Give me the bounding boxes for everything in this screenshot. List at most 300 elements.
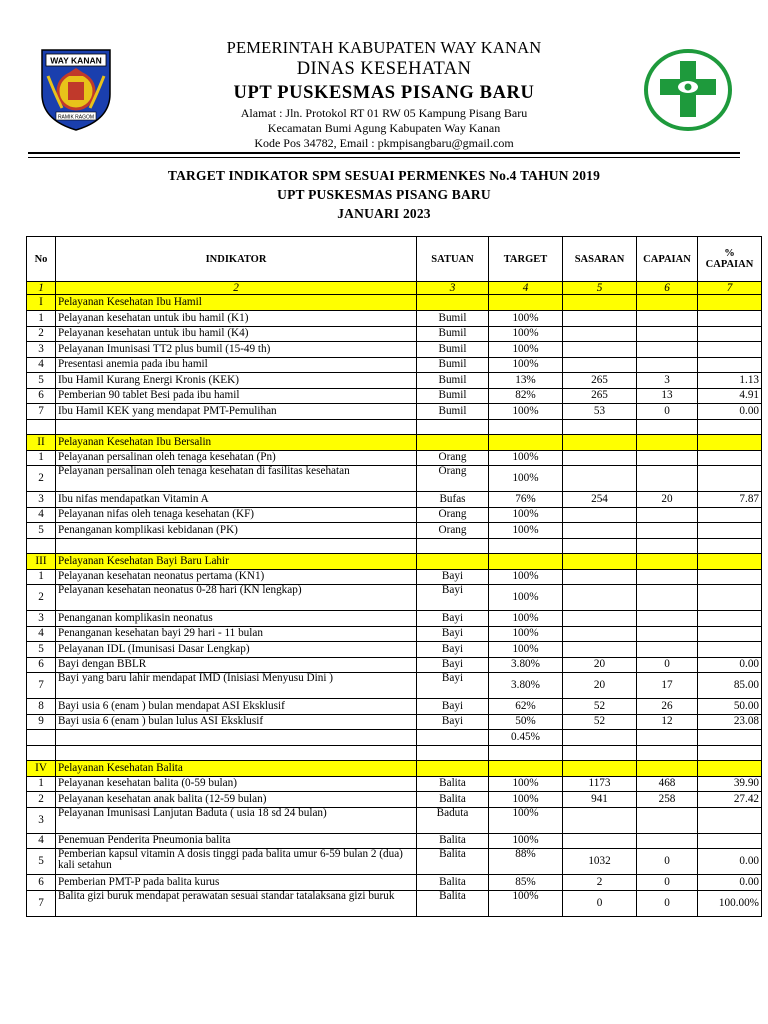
table-row [27,569,762,585]
empty-cell [698,745,762,760]
row-number: 5 [27,373,56,389]
capaian-cell: 0 [637,849,698,875]
row-number: 2 [27,326,56,342]
target-cell: 100% [489,569,563,585]
row-number: 9 [27,714,56,730]
address-line-3: Kode Pos 34782, Email : pkmpisangbaru@gmail.com [254,136,514,150]
section-empty-cell [698,553,762,569]
satuan-cell: Balita [417,792,489,808]
table-row [27,611,762,627]
pct-capaian-cell: 4.91 [698,388,762,404]
empty-cell [56,730,417,746]
emblem-title: WAY KANAN [50,55,102,66]
table-row [27,807,762,833]
capaian-cell [637,357,698,373]
table-row [27,833,762,849]
target-cell: 82% [489,388,563,404]
sasaran-cell [563,585,637,611]
target-cell: 100% [489,585,563,611]
empty-cell [698,419,762,434]
empty-cell [27,745,56,760]
satuan-cell: Bumil [417,326,489,342]
section-header-row [27,760,762,776]
section-title: Pelayanan Kesehatan Ibu Hamil [56,295,417,311]
col-header-no: No [27,237,56,282]
indicator-cell: Pelayanan kesehatan anak balita (12-59 bulan) [56,792,417,808]
target-cell: 100% [489,833,563,849]
satuan-cell: Balita [417,890,489,916]
satuan-cell: Orang [417,466,489,492]
empty-cell [417,730,489,746]
institution-name: UPT PUSKESMAS PISANG BARU [233,83,535,103]
section-empty-cell [489,553,563,569]
empty-cell [637,730,698,746]
title-line-1: TARGET INDIKATOR SPM SESUAI PERMENKES No.4 TAHUN 2019 [167,168,601,183]
pct-capaian-cell [698,833,762,849]
column-index-row [27,282,762,295]
target-cell: 76% [489,492,563,508]
section-empty-cell [417,760,489,776]
indicator-cell: Pelayanan Imunisasi Lanjutan Baduta ( usia 18 sd 24 bulan) [56,807,417,833]
table-row [27,890,762,916]
sasaran-cell: 941 [563,792,637,808]
table-row [27,699,762,715]
address-line-1: Alamat : Jln. Protokol RT 01 RW 05 Kampung Pisang Baru [240,106,528,120]
target-cell: 0.45% [489,730,563,746]
row-number: 3 [27,492,56,508]
table-row [27,404,762,420]
capaian-cell: 0 [637,404,698,420]
sasaran-cell [563,523,637,539]
pct-capaian-cell: 1.13 [698,373,762,389]
title-line-2: UPT PUSKESMAS PISANG BARU [277,187,491,202]
target-cell: 100% [489,357,563,373]
pct-capaian-cell [698,642,762,658]
table-row [27,326,762,342]
row-number: 6 [27,657,56,673]
section-empty-cell [698,295,762,311]
empty-cell [27,730,56,746]
spm-target-table [26,236,762,917]
header-rule-thin [28,157,740,158]
sasaran-cell [563,626,637,642]
target-cell: 100% [489,326,563,342]
indicator-cell: Pelayanan Imunisasi TT2 plus bumil (15-49 th) [56,342,417,358]
section-empty-cell [563,760,637,776]
empty-cell [417,745,489,760]
section-spacer-row [27,419,762,434]
pct-capaian-cell [698,466,762,492]
capaian-cell: 20 [637,492,698,508]
satuan-cell: Bumil [417,373,489,389]
sasaran-cell: 0 [563,890,637,916]
row-number: 5 [27,523,56,539]
capaian-cell [637,507,698,523]
table-body [27,295,762,917]
satuan-cell: Balita [417,875,489,891]
section-number: IV [27,760,56,776]
empty-cell [56,538,417,553]
target-cell: 100% [489,776,563,792]
section-spacer-row [27,538,762,553]
capaian-cell [637,585,698,611]
section-number: I [27,295,56,311]
sasaran-cell [563,450,637,466]
sasaran-cell [563,611,637,627]
target-cell: 100% [489,523,563,539]
section-header-row [27,553,762,569]
satuan-cell: Bayi [417,657,489,673]
target-cell: 100% [489,342,563,358]
capaian-cell: 26 [637,699,698,715]
pct-capaian-cell [698,342,762,358]
section-empty-cell [563,553,637,569]
target-cell: 85% [489,875,563,891]
pct-capaian-cell: 39.90 [698,776,762,792]
col-header-satuan: SATUAN [417,237,489,282]
table-row [27,342,762,358]
target-cell: 50% [489,714,563,730]
satuan-cell: Orang [417,507,489,523]
table-row [27,466,762,492]
empty-cell [563,419,637,434]
capaian-cell [637,450,698,466]
capaian-cell: 13 [637,388,698,404]
pct-capaian-cell: 0.00 [698,849,762,875]
indicator-cell: Pelayanan kesehatan neonatus 0-28 hari (KN lengkap) [56,585,417,611]
empty-cell [637,745,698,760]
indicator-cell: Penemuan Penderita Pneumonia balita [56,833,417,849]
indicator-cell: Balita gizi buruk mendapat perawatan sesuai standar tatalaksana gizi buruk [56,890,417,916]
indicator-cell: Ibu Hamil Kurang Energi Kronis (KEK) [56,373,417,389]
sasaran-cell [563,342,637,358]
emblem-motto: RAMIK RAGOM [57,114,95,121]
gov-name: PEMERINTAH KABUPATEN WAY KANAN [226,38,542,57]
satuan-cell: Bayi [417,714,489,730]
indicator-cell: Ibu nifas mendapatkan Vitamin A [56,492,417,508]
document-title [84,166,684,223]
target-cell: 88% [489,849,563,875]
sasaran-cell: 265 [563,373,637,389]
target-cell: 100% [489,642,563,658]
row-number: 6 [27,875,56,891]
pct-capaian-cell: 0.00 [698,657,762,673]
sasaran-cell: 53 [563,404,637,420]
table-row [27,714,762,730]
target-cell: 3.80% [489,673,563,699]
sasaran-cell: 1032 [563,849,637,875]
row-number: 1 [27,776,56,792]
section-header-row [27,434,762,450]
pct-capaian-cell [698,450,762,466]
row-number: 3 [27,611,56,627]
indicator-cell: Pelayanan kesehatan balita (0-59 bulan) [56,776,417,792]
sasaran-cell: 20 [563,673,637,699]
indicator-cell: Pemberian PMT-P pada balita kurus [56,875,417,891]
pct-capaian-cell [698,569,762,585]
capaian-cell: 12 [637,714,698,730]
table-row [27,388,762,404]
section-title: Pelayanan Kesehatan Ibu Bersalin [56,434,417,450]
satuan-cell: Balita [417,776,489,792]
table-row [27,792,762,808]
target-cell: 100% [489,404,563,420]
indicator-cell: Presentasi anemia pada ibu hamil [56,357,417,373]
pct-capaian-cell [698,326,762,342]
empty-cell [637,538,698,553]
section-empty-cell [637,760,698,776]
capaian-cell [637,466,698,492]
target-cell: 100% [489,626,563,642]
row-number: 7 [27,890,56,916]
row-number: 7 [27,673,56,699]
table-row [27,357,762,373]
target-cell: 100% [489,311,563,327]
empty-cell [489,745,563,760]
pct-capaian-cell [698,626,762,642]
satuan-cell: Bumil [417,388,489,404]
section-empty-cell [489,760,563,776]
pct-capaian-cell: 85.00 [698,673,762,699]
row-number: 2 [27,466,56,492]
capaian-cell [637,342,698,358]
target-cell: 100% [489,792,563,808]
indicator-cell: Bayi usia 6 (enam ) bulan lulus ASI Eksklusif [56,714,417,730]
sasaran-cell [563,311,637,327]
pct-capaian-cell [698,523,762,539]
capaian-cell [637,523,698,539]
row-number: 7 [27,404,56,420]
capaian-cell: 0 [637,890,698,916]
row-number: 4 [27,507,56,523]
satuan-cell: Bumil [417,404,489,420]
col-header-target: TARGET [489,237,563,282]
pct-capaian-cell: 27.42 [698,792,762,808]
sasaran-cell [563,833,637,849]
section-title: Pelayanan Kesehatan Bayi Baru Lahir [56,553,417,569]
target-cell: 100% [489,807,563,833]
empty-cell [417,538,489,553]
row-number: 4 [27,357,56,373]
header-rule-thick [28,152,740,154]
satuan-cell: Bayi [417,585,489,611]
target-cell: 100% [489,611,563,627]
sasaran-cell: 254 [563,492,637,508]
indicator-cell: Bayi yang baru lahir mendapat IMD (Inisiasi Menyusu Dini ) [56,673,417,699]
satuan-cell: Bumil [417,357,489,373]
row-number: 2 [27,792,56,808]
section-header-row [27,295,762,311]
table-row [27,585,762,611]
indicator-cell: Pelayanan kesehatan untuk ibu hamil (K1) [56,311,417,327]
capaian-cell [637,326,698,342]
section-empty-cell [563,434,637,450]
satuan-cell: Baduta [417,807,489,833]
department-name: DINAS KESEHATAN [296,59,472,79]
sasaran-cell: 1173 [563,776,637,792]
section-empty-cell [417,295,489,311]
row-number: 8 [27,699,56,715]
row-number: 3 [27,807,56,833]
sasaran-cell [563,507,637,523]
satuan-cell: Bayi [417,642,489,658]
pct-capaian-cell [698,585,762,611]
sasaran-cell [563,642,637,658]
capaian-cell [637,626,698,642]
satuan-cell: Bayi [417,611,489,627]
table-row [27,626,762,642]
pct-capaian-cell [698,611,762,627]
indicator-cell: Pemberian kapsul vitamin A dosis tinggi pada balita umur 6-59 bulan 2 (dua) kali setahun [56,849,417,875]
row-number: 3 [27,342,56,358]
puskesmas-logo-icon [642,47,734,133]
row-number: 1 [27,450,56,466]
empty-cell [563,730,637,746]
empty-cell [56,745,417,760]
indicator-cell: Pelayanan persalinan oleh tenaga kesehatan di fasilitas kesehatan [56,466,417,492]
satuan-cell: Balita [417,849,489,875]
table-row [27,507,762,523]
table-row [27,373,762,389]
indicator-cell: Penanganan komplikasin neonatus [56,611,417,627]
pct-capaian-cell: 100.00% [698,890,762,916]
satuan-cell: Bayi [417,626,489,642]
table-row [27,673,762,699]
target-cell: 3.80% [489,657,563,673]
empty-cell [698,538,762,553]
sasaran-cell: 20 [563,657,637,673]
table-row [27,776,762,792]
section-empty-cell [417,434,489,450]
pct-capaian-cell: 0.00 [698,875,762,891]
row-number: 6 [27,388,56,404]
capaian-cell: 0 [637,875,698,891]
sasaran-cell: 2 [563,875,637,891]
capaian-cell: 468 [637,776,698,792]
satuan-cell: Orang [417,450,489,466]
capaian-cell: 258 [637,792,698,808]
row-number: 4 [27,626,56,642]
satuan-cell: Bufas [417,492,489,508]
row-number: 2 [27,585,56,611]
capaian-cell: 0 [637,657,698,673]
satuan-cell: Bayi [417,569,489,585]
pct-capaian-cell: 50.00 [698,699,762,715]
col-index: 5 [563,282,637,295]
satuan-cell: Bayi [417,673,489,699]
satuan-cell: Orang [417,523,489,539]
empty-cell [489,538,563,553]
section-empty-cell [637,553,698,569]
table-row [27,730,762,746]
indicator-cell: Ibu Hamil KEK yang mendapat PMT-Pemulihan [56,404,417,420]
section-number: III [27,553,56,569]
indicator-cell: Bayi usia 6 (enam ) bulan mendapat ASI Eksklusif [56,699,417,715]
empty-cell [27,419,56,434]
capaian-cell [637,807,698,833]
row-number: 1 [27,311,56,327]
col-index: 2 [56,282,417,295]
letterhead [0,0,768,160]
pct-capaian-cell: 23.08 [698,714,762,730]
col-index: 3 [417,282,489,295]
address-line-2: Kecamatan Bumi Agung Kabupaten Way Kanan [267,121,501,135]
pct-capaian-cell [698,807,762,833]
indicator-cell: Pelayanan kesehatan neonatus pertama (KN1) [56,569,417,585]
sasaran-cell [563,466,637,492]
pct-capaian-cell: 0.00 [698,404,762,420]
capaian-cell [637,642,698,658]
table-row [27,642,762,658]
table-row [27,875,762,891]
table-row [27,849,762,875]
target-cell: 100% [489,450,563,466]
target-cell: 100% [489,466,563,492]
indicator-cell: Pelayanan kesehatan untuk ibu hamil (K4) [56,326,417,342]
row-number: 1 [27,569,56,585]
indicator-cell: Penanganan kesehatan bayi 29 hari - 11 bulan [56,626,417,642]
section-empty-cell [563,295,637,311]
pct-capaian-cell [698,357,762,373]
satuan-cell: Bumil [417,342,489,358]
section-empty-cell [489,295,563,311]
section-empty-cell [417,553,489,569]
section-empty-cell [698,434,762,450]
target-cell: 62% [489,699,563,715]
section-empty-cell [637,434,698,450]
section-empty-cell [698,760,762,776]
table-row [27,492,762,508]
col-index: 6 [637,282,698,295]
sasaran-cell [563,807,637,833]
empty-cell [698,730,762,746]
col-index: 1 [27,282,56,295]
empty-cell [637,419,698,434]
col-header-capaian: CAPAIAN [637,237,698,282]
sasaran-cell: 52 [563,699,637,715]
satuan-cell: Bayi [417,699,489,715]
col-index: 4 [489,282,563,295]
sasaran-cell [563,569,637,585]
table-row [27,657,762,673]
capaian-cell: 3 [637,373,698,389]
table-row [27,311,762,327]
target-cell: 100% [489,890,563,916]
section-number: II [27,434,56,450]
section-title: Pelayanan Kesehatan Balita [56,760,417,776]
target-cell: 100% [489,507,563,523]
row-number: 5 [27,849,56,875]
satuan-cell: Balita [417,833,489,849]
sasaran-cell: 52 [563,714,637,730]
section-empty-cell [637,295,698,311]
indicator-cell: Pemberian 90 tablet Besi pada ibu hamil [56,388,417,404]
indicator-cell: Pelayanan nifas oleh tenaga kesehatan (KF) [56,507,417,523]
empty-cell [563,538,637,553]
indicator-cell: Bayi dengan BBLR [56,657,417,673]
indicator-cell: Pelayanan IDL (Imunisasi Dasar Lengkap) [56,642,417,658]
target-cell: 13% [489,373,563,389]
section-spacer-row [27,745,762,760]
pct-capaian-cell [698,507,762,523]
table-row [27,450,762,466]
capaian-cell [637,311,698,327]
satuan-cell: Bumil [417,311,489,327]
sasaran-cell [563,326,637,342]
pct-capaian-cell [698,311,762,327]
indicator-cell: Penanganan komplikasi kebidanan (PK) [56,523,417,539]
capaian-cell [637,833,698,849]
